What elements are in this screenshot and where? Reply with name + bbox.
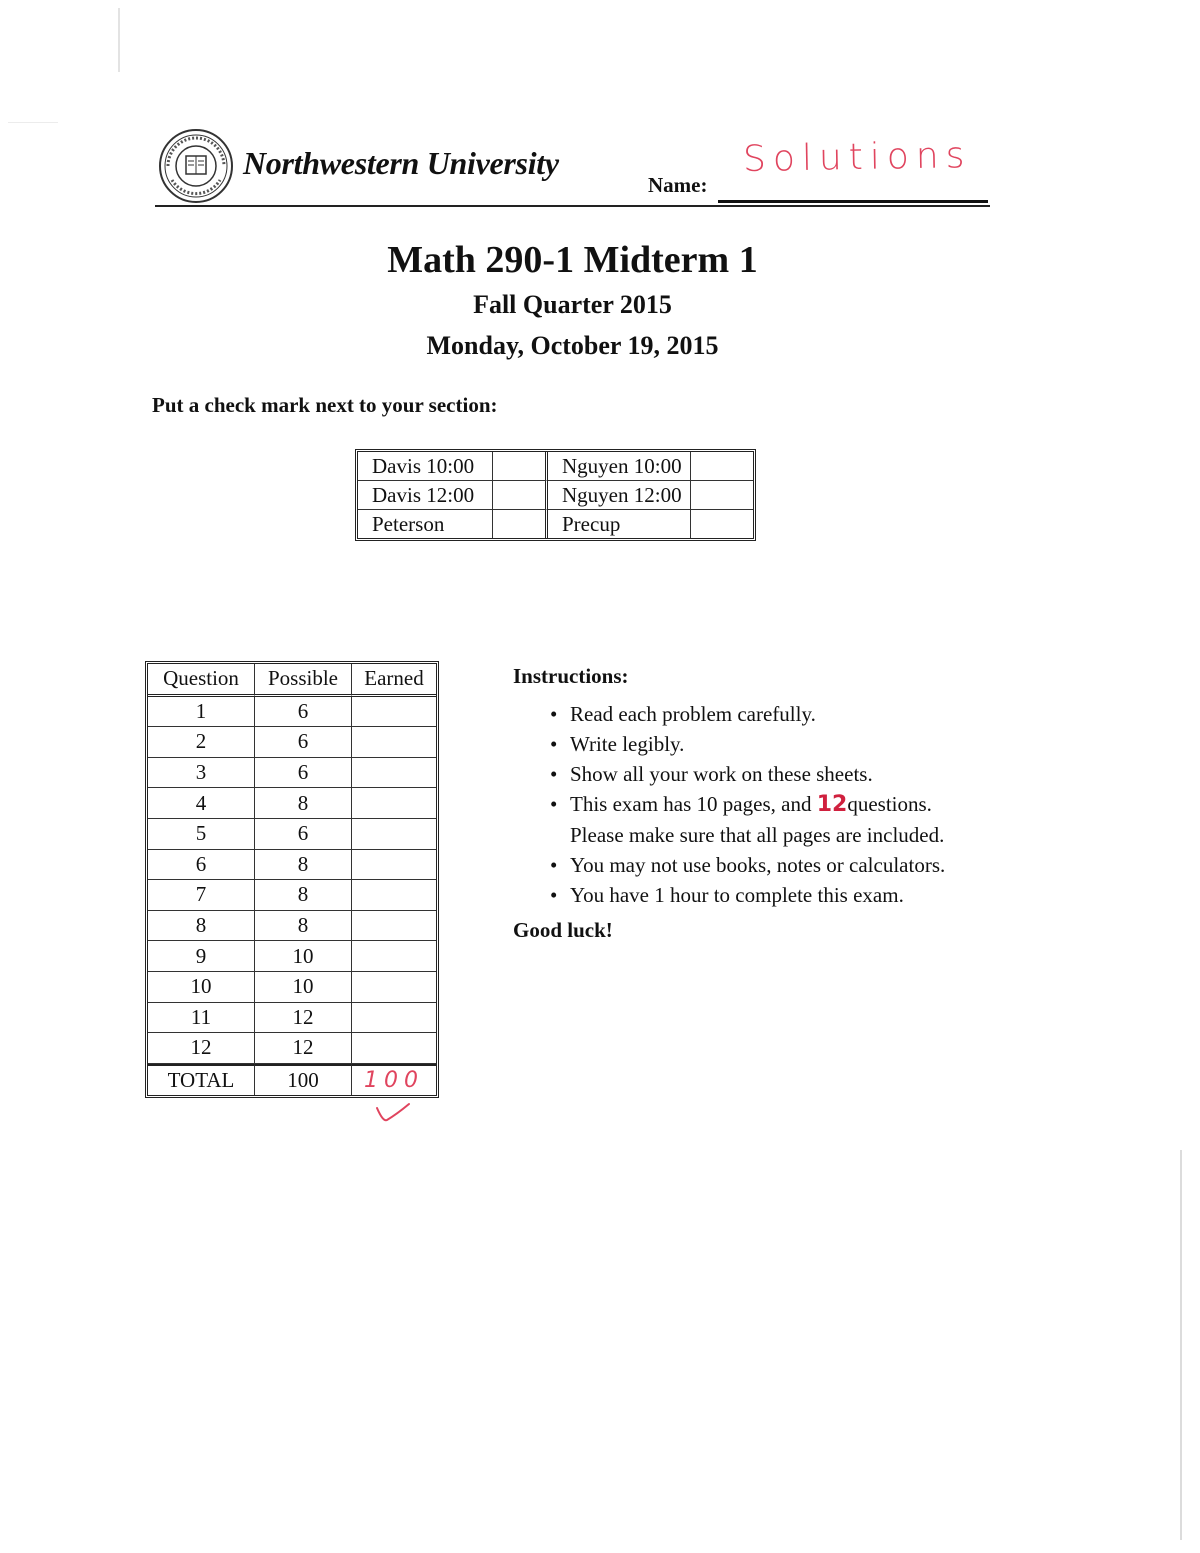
question-number: 12 (148, 1033, 255, 1064)
score-row (148, 727, 436, 758)
score-row (148, 972, 436, 1003)
instruction-item: • Write legibly. (570, 729, 993, 759)
section-name: Davis 10:00 (358, 452, 493, 481)
possible-points: 8 (255, 788, 352, 819)
name-underline (718, 200, 988, 203)
exam-term: Fall Quarter 2015 (473, 290, 672, 319)
earned-points[interactable] (352, 697, 436, 728)
question-count: 12 (816, 792, 848, 817)
possible-points: 6 (255, 758, 352, 789)
section-checkbox[interactable] (691, 452, 753, 481)
possible-points: 12 (255, 1033, 352, 1064)
university-name: Northwestern University (243, 145, 559, 181)
section-row (358, 452, 753, 481)
question-number: 3 (148, 758, 255, 789)
column-header-question: Question (148, 664, 255, 697)
possible-points: 10 (255, 972, 352, 1003)
question-number: 4 (148, 788, 255, 819)
score-total-row (148, 1064, 436, 1096)
scan-artifact (118, 8, 120, 72)
scan-artifact (1180, 1150, 1182, 1540)
score-row (148, 911, 436, 942)
section-row (358, 510, 753, 538)
section-prompt: Put a check mark next to your section: (152, 393, 498, 417)
exam-date: Monday, October 19, 2015 (426, 331, 719, 360)
exam-header (155, 125, 990, 210)
section-checkbox[interactable] (691, 510, 753, 538)
section-row (358, 481, 753, 510)
possible-points: 6 (255, 819, 352, 850)
section-name: Davis 12:00 (358, 481, 493, 510)
score-row (148, 1003, 436, 1034)
total-possible: 100 (255, 1064, 352, 1096)
possible-points: 6 (255, 727, 352, 758)
possible-points: 6 (255, 697, 352, 728)
header-divider (155, 205, 990, 207)
section-name: Peterson (358, 510, 493, 538)
score-table (145, 661, 439, 1098)
instructions-list (513, 699, 993, 910)
earned-points[interactable] (352, 758, 436, 789)
earned-points[interactable] (352, 941, 436, 972)
earned-points[interactable] (352, 727, 436, 758)
column-header-possible: Possible (255, 664, 352, 697)
score-row (148, 819, 436, 850)
earned-points[interactable] (352, 819, 436, 850)
earned-points[interactable] (352, 1003, 436, 1034)
possible-points: 8 (255, 911, 352, 942)
name-field[interactable]: Solutions (742, 135, 972, 180)
university-seal-icon (158, 128, 234, 204)
name-label: Name: (648, 173, 708, 197)
earned-points[interactable] (352, 972, 436, 1003)
earned-points[interactable] (352, 850, 436, 881)
instruction-item: • You may not use books, notes or calculators. (570, 850, 993, 880)
section-checkbox[interactable] (493, 510, 548, 538)
section-name: Precup (548, 510, 691, 538)
section-name: Nguyen 12:00 (548, 481, 691, 510)
question-number: 8 (148, 911, 255, 942)
scan-artifact (8, 122, 58, 123)
column-header-earned: Earned (352, 664, 436, 697)
pages-text: This exam has 10 pages, and (570, 792, 812, 816)
question-number: 9 (148, 941, 255, 972)
possible-points: 8 (255, 880, 352, 911)
earned-points[interactable] (352, 911, 436, 942)
score-row (148, 788, 436, 819)
section-checkbox[interactable] (691, 481, 753, 510)
section-table (355, 449, 756, 541)
score-row (148, 758, 436, 789)
question-number: 1 (148, 697, 255, 728)
score-row (148, 1033, 436, 1064)
section-checkbox[interactable] (493, 452, 548, 481)
possible-points: 10 (255, 941, 352, 972)
instructions-panel (513, 664, 993, 943)
checkmark-icon (373, 1100, 413, 1128)
section-checkbox[interactable] (493, 481, 548, 510)
instruction-item: • Read each problem carefully. (570, 699, 993, 729)
score-row (148, 697, 436, 728)
question-number: 7 (148, 880, 255, 911)
possible-points: 8 (255, 850, 352, 881)
total-earned[interactable]: 100 (352, 1064, 436, 1096)
good-luck: Good luck! (513, 918, 613, 942)
pages-note: Please make sure that all pages are included. (570, 823, 945, 847)
instruction-item-pages (570, 789, 993, 850)
question-number: 11 (148, 1003, 255, 1034)
pages-text-suffix: questions. (847, 792, 932, 816)
possible-points: 12 (255, 1003, 352, 1034)
instruction-item: • You have 1 hour to complete this exam. (570, 880, 993, 910)
earned-points[interactable] (352, 788, 436, 819)
question-number: 2 (148, 727, 255, 758)
earned-points[interactable] (352, 1033, 436, 1064)
score-row (148, 880, 436, 911)
section-name: Nguyen 10:00 (548, 452, 691, 481)
instructions-heading: Instructions: (513, 664, 629, 688)
exam-title: Math 290-1 Midterm 1 (387, 239, 758, 281)
question-number: 6 (148, 850, 255, 881)
score-row (148, 850, 436, 881)
earned-points[interactable] (352, 880, 436, 911)
instruction-item: • Show all your work on these sheets. (570, 759, 993, 789)
question-number: 10 (148, 972, 255, 1003)
score-header-row (148, 664, 436, 697)
score-row (148, 941, 436, 972)
total-label: TOTAL (148, 1064, 255, 1096)
question-number: 5 (148, 819, 255, 850)
